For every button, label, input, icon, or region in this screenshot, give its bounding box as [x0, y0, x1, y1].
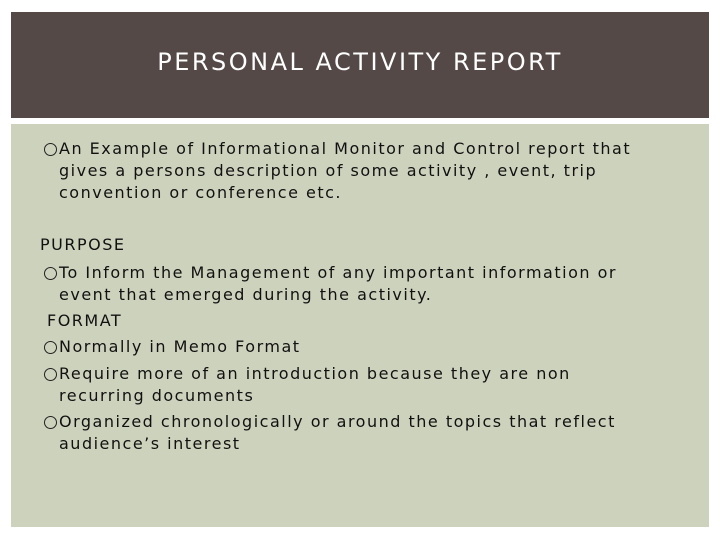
purpose-heading: PURPOSE — [40, 235, 126, 254]
purpose-line: event that emerged during the activity. — [59, 285, 433, 304]
format-line: Normally in Memo Format — [59, 337, 301, 356]
purpose-item — [59, 263, 617, 307]
format-line: Organized chronologically or around the topics that reflect — [59, 412, 616, 431]
format-line: recurring documents — [59, 386, 255, 405]
title-bar — [11, 12, 709, 118]
bullet-icon — [44, 143, 57, 156]
intro-bullet — [59, 139, 631, 161]
bullet-icon — [44, 416, 57, 429]
intro-line: gives a persons description of some activity , event, trip — [59, 161, 598, 180]
purpose-line: To Inform the Management of any important information or — [59, 263, 617, 282]
format-item — [59, 364, 571, 408]
format-line: Require more of an introduction because they are non — [59, 364, 571, 383]
format-heading: FORMAT — [47, 311, 123, 330]
intro-continuation — [59, 161, 597, 205]
slide-title: PERSONAL ACTIVITY REPORT — [157, 48, 563, 76]
intro-line: An Example of Informational Monitor and Control report that — [59, 139, 632, 158]
format-line: audience’s interest — [59, 434, 241, 453]
bullet-icon — [44, 368, 57, 381]
format-item — [59, 412, 616, 456]
bullet-icon — [44, 341, 57, 354]
intro-line: convention or conference etc. — [59, 183, 343, 202]
bullet-icon — [44, 267, 57, 280]
format-item — [59, 337, 301, 359]
